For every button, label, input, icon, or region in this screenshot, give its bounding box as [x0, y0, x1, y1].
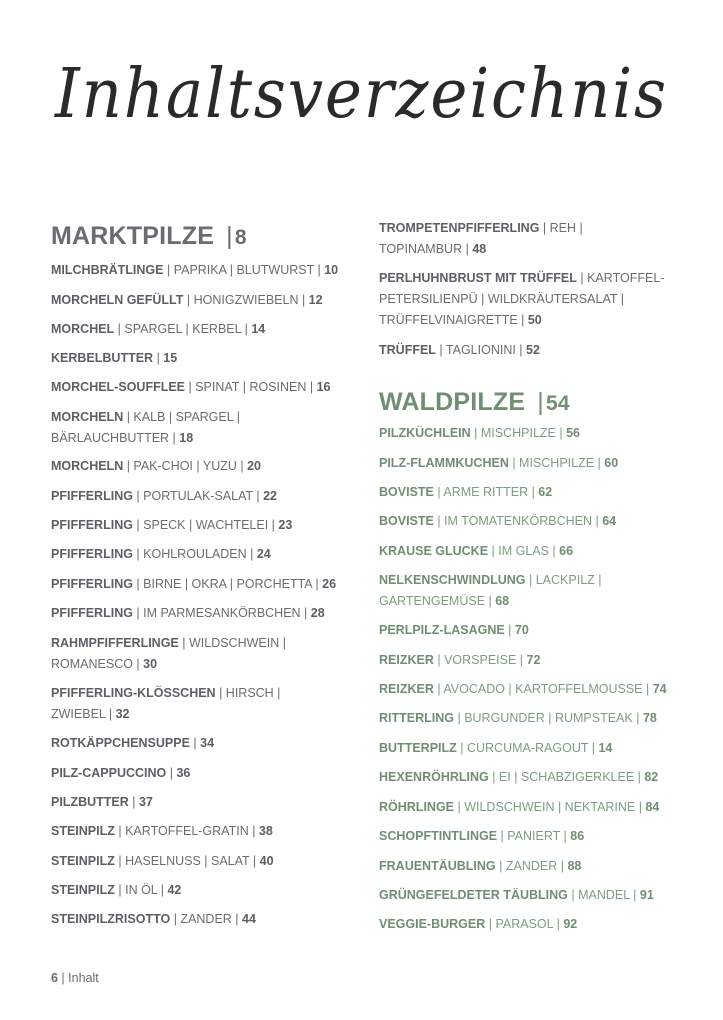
- toc-entry-line: [379, 885, 654, 906]
- toc-entry-title: TRÜFFEL: [379, 343, 436, 357]
- toc-entry: [51, 851, 274, 872]
- toc-entry-details: TRÜFFELVINAIGRETTE |: [379, 313, 528, 327]
- toc-entry-line: [51, 792, 153, 813]
- toc-entry-details: | MISCHPILZE |: [470, 426, 567, 440]
- toc-entry-title: RÖHRLINGE: [379, 800, 454, 814]
- toc-entry-title: BOVISTE: [379, 485, 434, 499]
- toc-entry: [51, 407, 240, 449]
- toc-entry-page: 42: [167, 883, 182, 897]
- toc-entry: [51, 260, 338, 281]
- toc-entry-title: KERBELBUTTER: [51, 351, 154, 365]
- toc-entry-title: PFIFFERLING: [51, 577, 133, 591]
- toc-entry-details: | HASELNUSS | SALAT |: [114, 854, 260, 868]
- toc-entry-line: [379, 826, 584, 847]
- toc-entry: [51, 683, 280, 725]
- toc-entry: [379, 423, 580, 444]
- toc-entry-line: [51, 515, 292, 536]
- toc-entry-details: | BIRNE | OKRA | PORCHETTA |: [132, 577, 323, 591]
- toc-entry-title: FRAUENTÄUBLING: [379, 859, 496, 873]
- toc-entry-page: 56: [566, 426, 580, 440]
- toc-entry-line: [51, 428, 240, 449]
- toc-entry-line: [379, 423, 580, 444]
- toc-entry: [51, 574, 336, 595]
- toc-entry-details: PETERSILIENPÜ | WILDKRÄUTERSALAT |: [379, 292, 624, 306]
- toc-entry-title: SCHOPFTINTLINGE: [379, 829, 498, 843]
- toc-entry-page: 66: [559, 544, 574, 558]
- section-separator: |: [226, 222, 233, 250]
- toc-entry: [379, 570, 602, 612]
- toc-entry-title: STEINPILZRISOTTO: [51, 912, 171, 926]
- toc-entry-title: STEINPILZ: [51, 883, 115, 897]
- toc-entry: [379, 340, 540, 361]
- toc-entry-page: 64: [602, 514, 617, 528]
- footer-page-number: 6: [51, 971, 58, 985]
- toc-entry-title: BUTTERPILZ: [379, 741, 457, 755]
- toc-entry-details: | PAPRIKA | BLUTWURST |: [163, 263, 325, 277]
- toc-entry: [51, 486, 277, 507]
- toc-entry-details: | WILDSCHWEIN | NEKTARINE |: [454, 800, 646, 814]
- toc-entry-page: 50: [527, 313, 542, 327]
- toc-entry-details: | IM TOMATENKÖRBCHEN |: [433, 514, 603, 528]
- toc-entry-title: PILZKÜCHLEIN: [379, 426, 471, 440]
- toc-entry-page: 24: [256, 547, 271, 561]
- toc-entry-page: 38: [258, 824, 273, 838]
- toc-entry-page: 37: [138, 795, 153, 809]
- toc-entry: [51, 821, 273, 842]
- toc-entry-line: [51, 683, 280, 704]
- toc-entry-details: |: [504, 623, 515, 637]
- toc-entry-title: HEXENRÖHRLING: [379, 770, 489, 784]
- toc-entry-page: 15: [163, 351, 178, 365]
- toc-entry: [379, 738, 612, 759]
- toc-entry-details: | SPECK | WACHTELEI |: [132, 518, 279, 532]
- toc-entry-line: [51, 603, 325, 624]
- toc-entry: [379, 511, 616, 532]
- toc-entry: [379, 620, 529, 641]
- toc-entry-title: REIZKER: [379, 653, 434, 667]
- toc-entry: [51, 319, 265, 340]
- toc-entry: [51, 290, 323, 311]
- toc-entry-title: MILCHBRÄTLINGE: [51, 263, 164, 277]
- toc-entry-title: PFIFFERLING: [51, 518, 133, 532]
- toc-entry-line: [379, 679, 667, 700]
- toc-entry-line: [51, 319, 265, 340]
- toc-entry-title: MORCHEL: [51, 322, 115, 336]
- toc-entry-details: | SPINAT | ROSINEN |: [185, 380, 317, 394]
- toc-entry: [379, 453, 618, 474]
- toc-entry-page: 60: [604, 456, 619, 470]
- toc-entry-line: [51, 377, 330, 398]
- toc-entry-page: 74: [652, 682, 667, 696]
- toc-entry-page: 72: [526, 653, 541, 667]
- toc-entry-page: 78: [642, 711, 657, 725]
- toc-entry-title: PFIFFERLING-KLÖSSCHEN: [51, 686, 216, 700]
- toc-entry-line: [379, 620, 529, 641]
- toc-entry-details: | ZANDER |: [170, 912, 243, 926]
- toc-entry-page: 30: [143, 657, 158, 671]
- toc-entry-page: 16: [316, 380, 331, 394]
- section-name: WALDPILZE: [379, 388, 526, 416]
- toc-entry-line: [379, 310, 664, 331]
- toc-entry-details: | SPARGEL | KERBEL |: [114, 322, 252, 336]
- toc-entry-page: 12: [308, 293, 323, 307]
- toc-entry-line: [51, 763, 190, 784]
- toc-entry-page: 20: [247, 459, 262, 473]
- section-heading-marktpilze: [51, 222, 247, 251]
- toc-entry-line: [379, 541, 573, 562]
- toc-entry-page: 68: [495, 594, 510, 608]
- toc-entry: [51, 515, 292, 536]
- toc-entry-details: | KARTOFFEL-GRATIN |: [114, 824, 259, 838]
- toc-entry: [379, 885, 654, 906]
- toc-entry-page: 18: [179, 431, 194, 445]
- toc-entry: [51, 603, 325, 624]
- section-page: 54: [545, 392, 570, 415]
- toc-entry: [51, 792, 153, 813]
- toc-entry-details: | HONIGZWIEBELN |: [183, 293, 309, 307]
- toc-entry-page: 14: [251, 322, 266, 336]
- footer-label: Inhalt: [68, 971, 99, 985]
- toc-entry-line: [51, 733, 214, 754]
- section-heading-waldpilze: [379, 388, 570, 417]
- toc-entry: [51, 633, 286, 675]
- toc-entry-details: | VORSPEISE |: [433, 653, 527, 667]
- toc-entry-line: [51, 407, 240, 428]
- toc-entry-line: [379, 482, 552, 503]
- toc-entry-title: PFIFFERLING: [51, 547, 133, 561]
- toc-entry-page: 23: [278, 518, 293, 532]
- toc-entry: [379, 797, 659, 818]
- toc-entry: [51, 456, 261, 477]
- toc-entry-line: [51, 704, 280, 725]
- toc-entry-details: | MISCHPILZE |: [508, 456, 605, 470]
- toc-entry-title: PILZ-CAPPUCCINO: [51, 766, 167, 780]
- toc-entry: [379, 679, 667, 700]
- toc-entry-details: | IM GLAS |: [488, 544, 560, 558]
- toc-entry-details: | TAGLIONINI |: [435, 343, 527, 357]
- toc-entry-line: [379, 511, 616, 532]
- toc-entry-details: | PARASOL |: [485, 917, 564, 931]
- toc-entry-details: | ZANDER |: [495, 859, 568, 873]
- toc-entry: [379, 650, 540, 671]
- toc-entry-line: [51, 654, 286, 675]
- page-title: Inhaltsverzeichnis: [55, 55, 668, 134]
- toc-entry: [379, 914, 577, 935]
- toc-entry-page: 86: [570, 829, 585, 843]
- toc-entry-line: [379, 268, 664, 289]
- page-footer: [51, 971, 99, 985]
- toc-entry: [379, 708, 657, 729]
- toc-entry-title: PFIFFERLING: [51, 606, 133, 620]
- toc-entry-details: |: [128, 795, 139, 809]
- toc-entry-details: | HIRSCH |: [215, 686, 281, 700]
- toc-entry-title: PFIFFERLING: [51, 489, 133, 503]
- toc-entry-page: 40: [259, 854, 274, 868]
- toc-entry-page: 34: [200, 736, 215, 750]
- toc-entry-details: | IM PARMESANKÖRBCHEN |: [132, 606, 311, 620]
- toc-entry-page: 88: [567, 859, 582, 873]
- toc-entry-line: [379, 289, 664, 310]
- toc-entry-title: STEINPILZ: [51, 824, 115, 838]
- toc-entry-line: [379, 218, 583, 239]
- toc-entry-page: 14: [598, 741, 613, 755]
- toc-entry-title: MORCHELN: [51, 459, 124, 473]
- toc-entry-details: | EI | SCHABZIGERKLEE |: [488, 770, 645, 784]
- toc-entry-title: PILZ-FLAMMKUCHEN: [379, 456, 509, 470]
- toc-entry-title: MORCHEL-SOUFFLEE: [51, 380, 186, 394]
- toc-entry-details: | LACKPILZ |: [525, 573, 602, 587]
- toc-entry-title: BOVISTE: [379, 514, 434, 528]
- toc-entry-line: [51, 821, 273, 842]
- toc-entry-page: 36: [176, 766, 191, 780]
- section-name: MARKTPILZE: [51, 222, 215, 250]
- toc-entry: [51, 348, 177, 369]
- toc-entry-page: 92: [563, 917, 578, 931]
- toc-entry-title: RAHMPFIFFERLINGE: [51, 636, 179, 650]
- toc-entry-page: 52: [526, 343, 540, 357]
- toc-entry-title: STEINPILZ: [51, 854, 115, 868]
- toc-entry-title: RITTERLING: [379, 711, 454, 725]
- toc-entry-line: [51, 290, 323, 311]
- toc-entry-title: REIZKER: [379, 682, 434, 696]
- toc-entry-title: GRÜNGEFELDETER TÄUBLING: [379, 888, 568, 902]
- toc-entry-line: [379, 856, 581, 877]
- toc-entry-details: | PORTULAK-SALAT |: [132, 489, 264, 503]
- toc-entry-line: [51, 544, 271, 565]
- toc-entry-details: GARTENGEMÜSE |: [379, 594, 496, 608]
- toc-entry: [51, 544, 271, 565]
- toc-entry-line: [379, 914, 577, 935]
- toc-entry-details: | KALB | SPARGEL |: [123, 410, 240, 424]
- toc-entry-details: | PAK-CHOI | YUZU |: [123, 459, 248, 473]
- toc-entry-page: 70: [514, 623, 529, 637]
- toc-entry-details: ROMANESCO |: [51, 657, 144, 671]
- toc-entry-details: | WILDSCHWEIN |: [178, 636, 286, 650]
- section-page: 8: [234, 226, 247, 249]
- toc-entry: [379, 767, 658, 788]
- toc-entry-line: [51, 260, 338, 281]
- toc-entry-line: [51, 348, 177, 369]
- toc-entry-page: 10: [324, 263, 339, 277]
- toc-entry-details: | CURCUMA-RAGOUT |: [456, 741, 599, 755]
- toc-entry: [51, 763, 190, 784]
- footer-separator: |: [57, 971, 69, 985]
- section-separator: |: [537, 388, 544, 416]
- toc-entry-page: 84: [645, 800, 660, 814]
- toc-entry-details: | MANDEL |: [567, 888, 640, 902]
- toc-entry-details: | AVOCADO | KARTOFFELMOUSSE |: [433, 682, 653, 696]
- toc-entry-title: ROTKÄPPCHENSUPPE: [51, 736, 190, 750]
- toc-entry-details: BÄRLAUCHBUTTER |: [51, 431, 180, 445]
- toc-entry-title: MORCHELN: [51, 410, 124, 424]
- toc-entry-line: [379, 738, 612, 759]
- toc-entry-line: [379, 797, 659, 818]
- toc-entry-page: 44: [242, 912, 256, 926]
- toc-entry-details: | KARTOFFEL-: [576, 271, 665, 285]
- toc-entry-line: [379, 239, 583, 260]
- toc-entry-title: MORCHELN GEFÜLLT: [51, 293, 184, 307]
- toc-entry: [379, 856, 581, 877]
- toc-entry-title: PILZBUTTER: [51, 795, 129, 809]
- toc-entry-line: [51, 633, 286, 654]
- toc-entry-details: | BURGUNDER | RUMPSTEAK |: [454, 711, 643, 725]
- toc-entry-page: 62: [538, 485, 553, 499]
- toc-entry-details: |: [166, 766, 177, 780]
- toc-entry-details: | PANIERT |: [497, 829, 571, 843]
- toc-entry-title: NELKENSCHWINDLUNG: [379, 573, 526, 587]
- toc-entry-details: | KOHLROULADEN |: [132, 547, 257, 561]
- toc-entry-details: ZWIEBEL |: [51, 707, 116, 721]
- toc-entry-line: [379, 708, 657, 729]
- toc-entry-title: VEGGIE-BURGER: [379, 917, 486, 931]
- toc-entry-page: 82: [644, 770, 659, 784]
- toc-entry-details: |: [189, 736, 201, 750]
- toc-entry-page: 48: [472, 242, 487, 256]
- toc-entry-line: [51, 880, 181, 901]
- toc-entry-page: 22: [263, 489, 278, 503]
- toc-entry-line: [379, 453, 618, 474]
- toc-entry: [379, 541, 573, 562]
- toc-entry: [51, 880, 181, 901]
- toc-entry: [51, 377, 330, 398]
- toc-entry-line: [379, 591, 602, 612]
- toc-entry-page: 26: [322, 577, 337, 591]
- toc-entry: [51, 909, 256, 930]
- toc-entry-details: | IN ÖL |: [114, 883, 168, 897]
- toc-entry: [379, 218, 583, 260]
- toc-entry-line: [51, 486, 277, 507]
- toc-entry: [379, 268, 664, 331]
- toc-entry: [51, 733, 214, 754]
- toc-entry-line: [379, 570, 602, 591]
- toc-entry-page: 91: [639, 888, 654, 902]
- toc-entry-line: [51, 909, 256, 930]
- toc-entry-details: |: [153, 351, 164, 365]
- toc-entry-line: [379, 650, 540, 671]
- toc-entry-page: 28: [310, 606, 325, 620]
- toc-entry: [379, 482, 552, 503]
- toc-entry-title: PERLPILZ-LASAGNE: [379, 623, 505, 637]
- toc-entry-line: [379, 340, 540, 361]
- toc-entry-title: TROMPETENPFIFFERLING: [379, 221, 540, 235]
- toc-entry: [379, 826, 584, 847]
- toc-entry-line: [51, 456, 261, 477]
- toc-entry-title: KRAUSE GLUCKE: [379, 544, 489, 558]
- toc-entry-line: [379, 767, 658, 788]
- toc-entry-page: 32: [115, 707, 130, 721]
- toc-entry-line: [51, 851, 274, 872]
- toc-entry-details: | REH |: [539, 221, 583, 235]
- toc-entry-details: | ARME RITTER |: [433, 485, 539, 499]
- toc-entry-details: TOPINAMBUR |: [379, 242, 473, 256]
- toc-entry-line: [51, 574, 336, 595]
- toc-entry-title: PERLHUHNBRUST MIT TRÜFFEL: [379, 271, 577, 285]
